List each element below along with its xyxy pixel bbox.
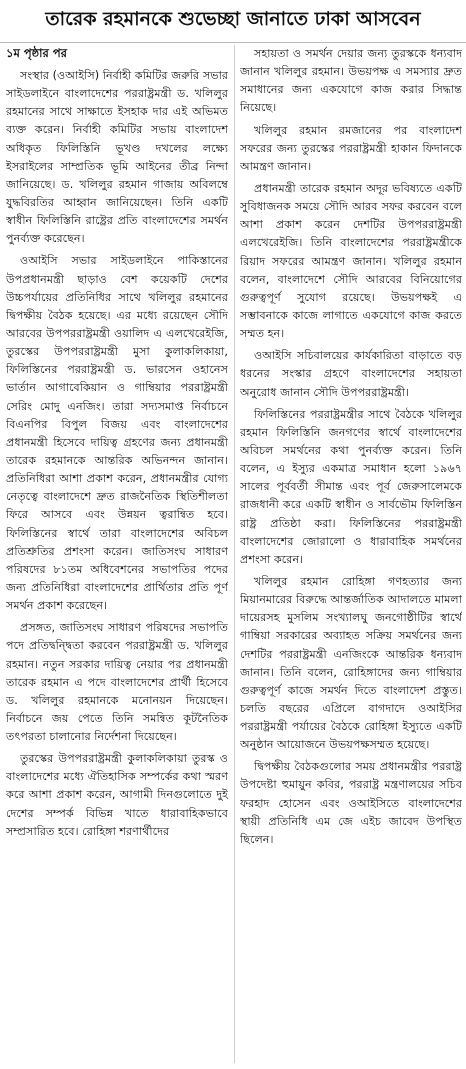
article-paragraph: ওআইসি সভার সাইডলাইনে পাকিস্তানের উপপ্রধানমন্ত্রী ছাড়াও বেশ কয়েকটি দেশের উচ্চপর্যায়ের প্রতিনিধির সাথে খলিলুর রহমানের দ্বিপক্ষীয় বৈঠক হয়েছে। এর মধ্যে রয়েছেন সৌদি আরবের উপপররাষ্ট্রমন্ত্রী ওয়ালিদ এ এলখেরেইজি, তুরস্কের উপপররাষ্ট্রমন্ত্রী মুসা কুলাকলিকায়া, ফিলিস্তিনের পররাষ্ট্রমন্ত্রী ড. ভারসেন ওহানেস ভার্তান আগাবেকিয়ান ও গাম্বিয়ার পররাষ্ট্রমন্ত্রী সেরিং মোদু এনজিং। তারা সদ্যসমাপ্ত নির্বাচনে বিএনপির বিপুল বিজয় এবং বাংলাদেশের প্রধানমন্ত্রী হিসেবে দায়িত্ব গ্রহণের জন্য প্রধানমন্ত্রী তারেক রহমানকে আন্তরিক অভিনন্দন জানান। প্রতিনিধিরা আশা প্রকাশ করেন, প্রধানমন্ত্রীর যোগ্য নেতৃত্বে বাংলাদেশে দ্রুত রাজনৈতিক স্থিতিশীলতা ফিরে আসবে এবং উন্নয়ন ত্বরান্বিত হবে। ফিলিস্তিনের স্বার্থে তারা বাংলাদেশের অবিচল প্রতিশ্রুতির প্রশংসা করেন। জাতিসংঘ সাধারণ পরিষদের ৮১তম অধিবেশনের সভাপতির পদের জন্য প্রতিনিধিরা বাংলাদেশের প্রার্থিতার প্রতি পূর্ণ সমর্থন প্রকাশ করেছেন।: [6, 254, 228, 613]
article-paragraph: সংস্থার (ওআইসি) নির্বাহী কমিটির জরুরি সভার সাইডলাইনে বাংলাদেশের পররাষ্ট্রমন্ত্রী ড. খলিলুর রহমানের সাথে সাক্ষাতে ইসহাক দার এই অভিমত ব্যক্ত করেন। নির্বাহী কমিটির সভায় বাংলাদেশ অধিকৃত ফিলিস্তিনি ভূখণ্ড দখলের লক্ষ্যে ইসরাইলের সাম্প্রতিক ভূমি আইনের তীব্র নিন্দা জানিয়েছে। ড. খলিলুর রহমান গাজায় অবিলম্বে যুদ্ধবিরতির আহ্বান জানিয়েছেন। তিনি একটি স্বাধীন ফিলিস্তিনি রাষ্ট্রের প্রতি বাংলাদেশের সমর্থন পুনর্ব্যক্ত করেছেন।: [6, 69, 228, 246]
article-column-left: [6, 45, 228, 1065]
article-paragraph: ফিলিস্তিনের পররাষ্ট্রমন্ত্রীর সাথে বৈঠকে খলিলুর রহমান ফিলিস্তিনি জনগণের স্বার্থে বাংলাদেশের অবিচল সমর্থনের কথা পুনর্ব্যক্ত করেন। তিনি বলেন, এ ইস্যুর একমাত্র সমাধান হলো ১৯৬৭ সালের পূর্ববর্তী সীমান্ত এবং পূর্ব জেরুসালেমকে রাজধানী করে একটি স্বাধীন ও সার্বভৌম ফিলিস্তিন রাষ্ট্র প্রতিষ্ঠা করা। ফিলিস্তিনের পররাষ্ট্রমন্ত্রী বাংলাদেশের জোরালো ও ধারাবাহিক সমর্থনের প্রশংসা করেন।: [240, 407, 462, 566]
continued-from-label: ১ম পৃষ্ঠার পর: [6, 46, 67, 60]
article-column-right: [240, 45, 462, 1065]
article-paragraph: প্রসঙ্গত, জাতিসংঘ সাধারণ পরিষদের সভাপতি পদে প্রতিদ্বন্দ্বিতা করবেন পররাষ্ট্রমন্ত্রী ড. খলিলুর রহমান। নতুন সরকার দায়িত্ব নেয়ার পর প্রধানমন্ত্রী তারেক রহমান এ পদে বাংলাদেশের প্রার্থী হিসেবে ড. খলিলুর রহমানকে মনোনয়ন দিয়েছেন। নির্বাচনে জয় পেতে তিনি সমন্বিত কূটনৈতিক তৎপরতা চালানোর নির্দেশনা দিয়েছেন।: [6, 621, 228, 744]
article-paragraph: দ্বিপক্ষীয় বৈঠকগুলোর সময় প্রধানমন্ত্রীর পররাষ্ট্র উপদেষ্টা হুমায়ুন কবির, পররাষ্ট্র মন্ত্রণালয়ের সচিব ফরহাদ হোসেন এবং ওআইসিতে বাংলাদেশের স্থায়ী প্রতিনিধি এম জে এইচ জাবেদ উপস্থিত ছিলেন।: [240, 760, 462, 846]
article-headline: তারেক রহমানকে শুভেচ্ছা জানাতে ঢাকা আসবেন: [0, 0, 466, 43]
article-paragraph: তুরস্কের উপপররাষ্ট্রমন্ত্রী কুলাকলিকায়া তুরস্ক ও বাংলাদেশের মধ্যে ঐতিহাসিক সম্পর্কের কথা স্মরণ করে আশা প্রকাশ করেন, আগামী দিনগুলোতে দুই দেশের সম্পর্ক বিভিন্ন খাতে ধারাবাহিকভাবে সম্প্রসারিত হবে। রোহিঙ্গা শরণার্থীদের: [6, 752, 228, 838]
article-paragraph: খলিলুর রহমান রোহিঙ্গা গণহত্যার জন্য মিয়ানমারের বিরুদ্ধে আন্তর্জাতিক আদালতে মামলা দায়েরসহ মুসলিম সংখ্যালঘু জনগোষ্ঠীটির স্বার্থে গাম্বিয়া সরকারের অব্যাহত সক্রিয় সমর্থনের জন্য দেশটির পররাষ্ট্রমন্ত্রী এনজিংকে আন্তরিক ধন্যবাদ জানান। তিনি বলেন, রোহিঙ্গাদের জন্য গাম্বিয়ার গুরুত্বপূর্ণ কাজে সমর্থন দিতে বাংলাদেশ প্রস্তুত। চলতি বছরের এপ্রিলে বাগদাদে ওআইসির পররাষ্ট্রমন্ত্রী পর্যায়ের বৈঠকে রোহিঙ্গা ইস্যুতে একটি অনুষ্ঠান আয়োজনে উভয়পক্ষসম্মত হয়েছে।: [240, 574, 462, 752]
article-paragraph: ওআইসি সচিবালয়ের কার্যকারিতা বাড়াতে বড় ধরনের সংস্কার গ্রহণে বাংলাদেশের সহায়তা অনুরোধ জানান সৌদি উপপররাষ্ট্রমন্ত্রী।: [240, 349, 462, 399]
column-divider: [234, 45, 235, 1063]
article-paragraph: সহায়তা ও সমর্থন দেয়ার জন্য তুরস্ককে ধন্যবাদ জানান খলিলুর রহমান। উভয়পক্ষ এ সমস্যার দ্রুত সমাধানের জন্য একযোগে কাজ করার সিদ্ধান্ত নিয়েছে।: [240, 47, 462, 115]
article-paragraph: খলিলুর রহমান রমজানের পর বাংলাদেশ সফরের জন্য তুরস্কের পররাষ্ট্রমন্ত্রী হাকান ফিদানকে আমন্ত্রণ জানান।: [240, 123, 462, 173]
article-paragraph: প্রধানমন্ত্রী তারেক রহমান অদূর ভবিষ্যতে একটি সুবিধাজনক সময়ে সৌদি আরব সফর করবেন বলে আশা প্রকাশ করেন দেশটির উপপররাষ্ট্রমন্ত্রী এলখেরেইজি। তিনি বাংলাদেশের পররাষ্ট্রমন্ত্রীকে রিয়াদ সফরের আমন্ত্রণ জানান। খলিলুর রহমান বলেন, বাংলাদেশে সৌদি আরবের বিনিয়োগের গুরুত্বপূর্ণ সুযোগ রয়েছে। উভয়পক্ষই এ সম্ভাবনাকে কাজে লাগাতে একযোগে কাজ করতে সম্মত হন।: [240, 181, 462, 341]
